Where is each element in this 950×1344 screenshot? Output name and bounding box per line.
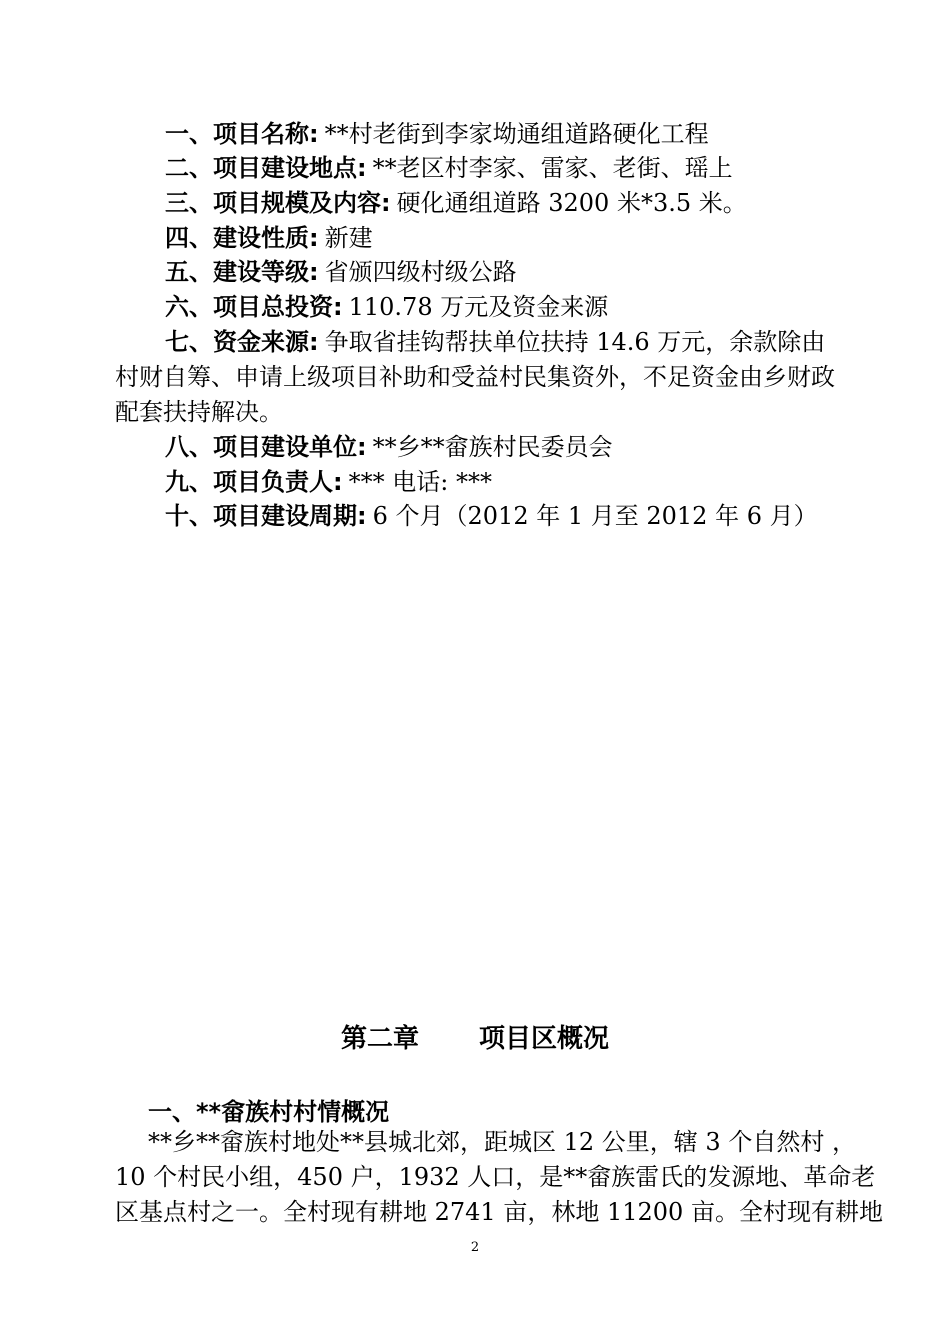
item-value: 6 个月（2012 年 1 月至 2012 年 6 月） [372, 502, 818, 530]
item-value: 新建 [324, 224, 373, 252]
paragraph-line: 10 个村民小组，450 户，1932 人口，是**畲族雷氏的发源地、革命老 [115, 1163, 876, 1191]
funding-continuation-line: 村财自筹、申请上级项目补助和受益村民集资外，不足资金由乡财政 [115, 363, 835, 391]
item-label: 四、建设性质: [165, 224, 319, 252]
page-number: 2 [470, 1240, 480, 1255]
item-value: 省颁四级村级公路 [324, 258, 517, 286]
item-label: 五、建设等级: [165, 258, 319, 286]
item-project-name [165, 118, 709, 151]
item-project-scale [165, 187, 747, 220]
item-label: 二、项目建设地点: [165, 154, 367, 182]
item-construction-grade [165, 256, 517, 289]
item-value: *** 电话: *** [348, 468, 492, 496]
item-label: 九、项目负责人: [165, 468, 343, 496]
item-total-investment [165, 291, 608, 324]
item-label: 十、项目建设周期: [165, 502, 367, 530]
item-construction-nature [165, 222, 373, 255]
item-construction-period [165, 500, 818, 533]
section-heading: 一、**畲族村村情概况 [148, 1098, 390, 1126]
paragraph-line: 区基点村之一。全村现有耕地 2741 亩，林地 11200 亩。全村现有耕地 [115, 1198, 883, 1226]
paragraph-line: **乡**畲族村地处**县城北郊，距城区 12 公里，辖 3 个自然村 ， [148, 1128, 856, 1156]
item-value: 争取省挂钩帮扶单位扶持 14.6 万元，余款除由 [324, 328, 826, 356]
chapter-number: 第二章 [340, 1024, 419, 1054]
item-label: 七、资金来源: [165, 328, 319, 356]
funding-continuation-line: 配套扶持解决。 [115, 398, 283, 426]
item-label: 一、项目名称: [165, 120, 319, 148]
item-construction-unit [165, 431, 613, 464]
chapter-title: 项目区概况 [479, 1024, 610, 1054]
item-value: 110.78 万元及资金来源 [348, 293, 609, 321]
item-label: 八、项目建设单位: [165, 433, 367, 461]
item-funding-source [165, 326, 825, 359]
item-label: 六、项目总投资: [165, 293, 343, 321]
item-value: **乡**畲族村民委员会 [372, 433, 613, 461]
item-value: 硬化通组道路 3200 米*3.5 米。 [396, 189, 747, 217]
item-value: **村老街到李家坳通组道路硬化工程 [324, 120, 709, 148]
item-value: **老区村李家、雷家、老街、瑶上 [372, 154, 733, 182]
chapter-heading [0, 1018, 950, 1055]
item-project-leader [165, 466, 492, 499]
item-project-location [165, 152, 733, 185]
item-label: 三、项目规模及内容: [165, 189, 391, 217]
